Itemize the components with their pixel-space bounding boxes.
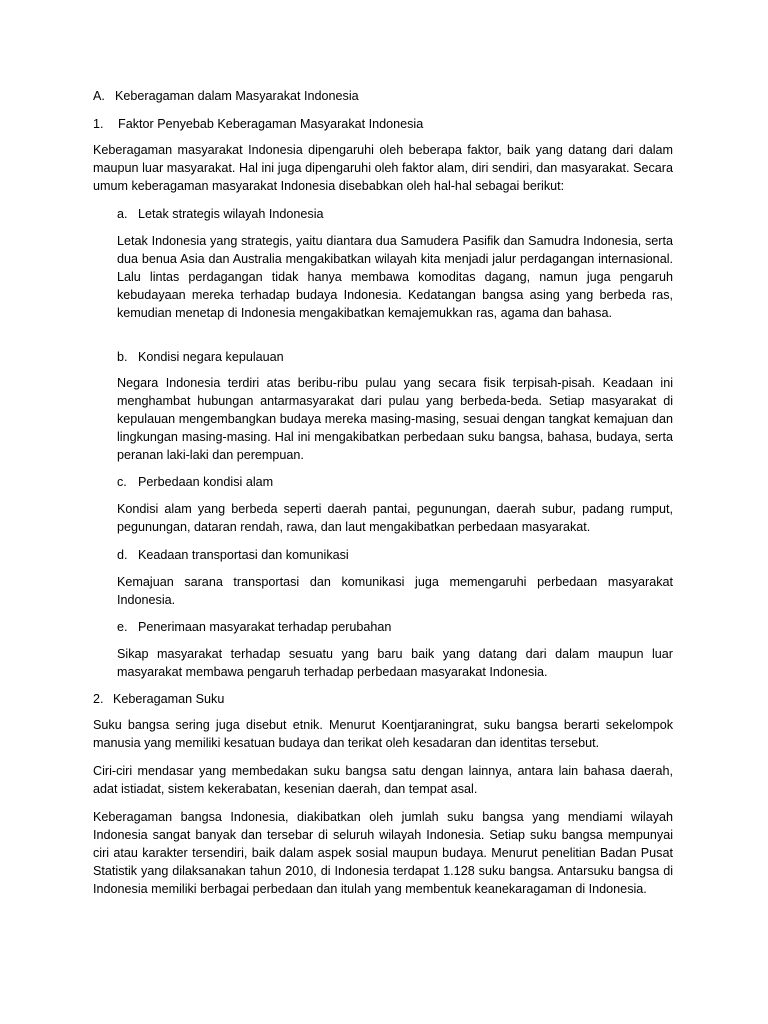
intro-paragraph: Keberagaman masyarakat Indonesia dipengaruhi oleh beberapa faktor, baik yang datang dari dalam maupun luar masyarakat. Hal ini juga dipengaruhi oleh faktor alam, diri sendiri, dan masyarakat. Secara umum keberagaman masyarakat Indonesia disebabkan oleh hal-hal sebagai berikut: (93, 143, 673, 193)
factor-b-title: Kondisi negara kepulauan (138, 350, 284, 364)
factor-b-letter: b. (117, 350, 128, 364)
heading-2-number: 2. (93, 692, 104, 706)
heading-a-number: A. (93, 89, 105, 103)
heading-1 (93, 115, 423, 133)
factor-a-letter: a. (117, 207, 128, 221)
factor-e-body: Sikap masyarakat terhadap sesuatu yang baru baik yang datang dari dalam maupun luar masyarakat membawa pengaruh terhadap perbedaan masyarakat Indonesia. (117, 647, 673, 679)
heading-2 (93, 690, 224, 708)
heading-a-text: Keberagaman dalam Masyarakat Indonesia (115, 89, 359, 103)
factor-a-heading (117, 205, 324, 223)
factor-b-heading (117, 348, 284, 366)
factor-e-heading (117, 618, 391, 636)
suku-paragraph-1: Suku bangsa sering juga disebut etnik. Menurut Koentjaraningrat, suku bangsa berarti sekelompok manusia yang memiliki kesatuan budaya dan terikat oleh kesadaran dan identitas tersebut. (93, 718, 673, 750)
factor-c-body: Kondisi alam yang berbeda seperti daerah pantai, pegunungan, daerah subur, padang rumput, pegunungan, dataran rendah, rawa, dan laut mengakibatkan perbedaan masyarakat. (117, 502, 673, 534)
factor-c-heading (117, 473, 273, 491)
heading-2-text: Keberagaman Suku (113, 692, 225, 706)
factor-e-title: Penerimaan masyarakat terhadap perubahan (138, 620, 392, 634)
suku-paragraph-2: Ciri-ciri mendasar yang membedakan suku bangsa satu dengan lainnya, antara lain bahasa daerah, adat istiadat, sistem kekerabatan, kesenian daerah, dan tempat asal. (93, 764, 673, 796)
heading-a (93, 87, 359, 105)
factor-c-title: Perbedaan kondisi alam (138, 475, 274, 489)
factor-c-letter: c. (117, 475, 127, 489)
heading-1-text: Faktor Penyebab Keberagaman Masyarakat Indonesia (118, 117, 424, 131)
factor-b-body: Negara Indonesia terdiri atas beribu-ribu pulau yang secara fisik terpisah-pisah. Keadaan ini menghambat hubungan antarmasyarakat dari pulau yang berbeda-beda. Setiap masyarakat di kepulauan mengembangkan budaya mereka masing-masing, sesuai dengan tangkat kemajuan dan lingkungan masing-masing. Hal ini mengakibatkan perbedaan suku bangsa, bahasa, budaya, serta peranan laki-laki dan perempuan. (117, 376, 673, 462)
factor-a-title: Letak strategis wilayah Indonesia (138, 207, 324, 221)
factor-d-body: Kemajuan sarana transportasi dan komunikasi juga memengaruhi perbedaan masyarakat Indonesia. (117, 575, 673, 607)
factor-d-heading (117, 546, 349, 564)
heading-1-number: 1. (93, 117, 104, 131)
suku-paragraph-3: Keberagaman bangsa Indonesia, diakibatkan oleh jumlah suku bangsa yang mendiami wilayah Indonesia sangat banyak dan tersebar di seluruh wilayah Indonesia. Setiap suku bangsa mempunyai ciri atau karakter tersendiri, baik dalam aspek sosial maupun budaya. Menurut penelitian Badan Pusat Statistik yang dilaksanakan tahun 2010, di Indonesia terdapat 1.128 suku bangsa. Antarsuku bangsa di Indonesia memiliki berbagai perbedaan dan itulah yang membentuk keanekaragaman di Indonesia. (93, 810, 673, 896)
factor-a-body: Letak Indonesia yang strategis, yaitu diantara dua Samudera Pasifik dan Samudra Indonesia, serta dua benua Asia dan Australia mengakibatkan wilayah kita menjadi jalur perdagangan internasional. Lalu lintas perdagangan tidak hanya membawa komoditas dagang, namun juga pengaruh kebudayaan mereka terhadap budaya Indonesia. Kedatangan bangsa asing yang berbeda ras, kemudian menetap di Indonesia mengakibatkan kemajemukkan ras, agama dan bahasa. (117, 234, 673, 320)
factor-d-title: Keadaan transportasi dan komunikasi (138, 548, 349, 562)
factor-d-letter: d. (117, 548, 128, 562)
factor-e-letter: e. (117, 620, 128, 634)
